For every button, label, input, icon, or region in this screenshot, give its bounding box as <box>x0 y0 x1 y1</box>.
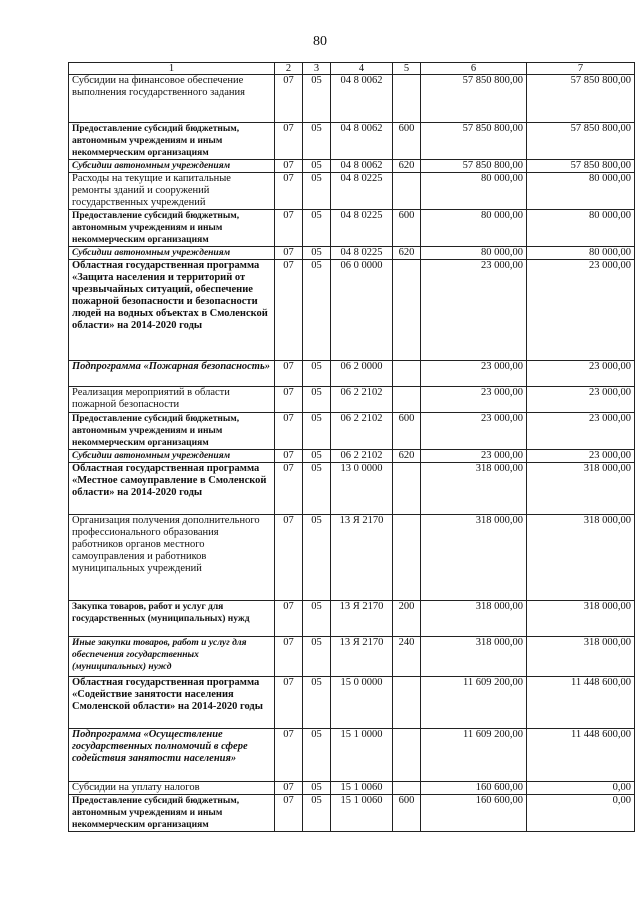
subsection-code-cell: 05 <box>303 361 331 387</box>
amount-year2-cell: 57 850 800,00 <box>527 123 635 160</box>
amount-year1-cell: 318 000,00 <box>421 637 527 677</box>
section-code-cell: 07 <box>275 247 303 260</box>
table-row <box>69 515 635 601</box>
amount-year2-cell: 0,00 <box>527 782 635 795</box>
page-number: 80 <box>313 34 327 49</box>
amount-year1-cell: 318 000,00 <box>421 601 527 637</box>
target-article-cell: 15 1 0000 <box>331 729 393 782</box>
row-name-cell: Реализация мероприятий в области пожарной безопасности <box>69 387 275 413</box>
table-row <box>69 210 635 247</box>
section-code-cell: 07 <box>275 450 303 463</box>
amount-year2-cell: 80 000,00 <box>527 173 635 210</box>
subsection-code-cell: 05 <box>303 123 331 160</box>
table-row <box>69 160 635 173</box>
row-name-cell: Расходы на текущие и капитальные ремонты зданий и сооружений государственных учреждений <box>69 173 275 210</box>
subsection-code-cell: 05 <box>303 450 331 463</box>
table-row <box>69 450 635 463</box>
amount-year2-cell: 318 000,00 <box>527 515 635 601</box>
subsection-code-cell: 05 <box>303 677 331 729</box>
header-cell: 3 <box>303 63 331 75</box>
expense-type-cell: 620 <box>393 450 421 463</box>
target-article-cell: 15 1 0060 <box>331 795 393 832</box>
subsection-code-cell: 05 <box>303 601 331 637</box>
row-name-cell: Организация получения дополнительного профессионального образования работников органов местного самоуправления и работников муниципальных учреждений <box>69 515 275 601</box>
amount-year2-cell: 23 000,00 <box>527 413 635 450</box>
section-code-cell: 07 <box>275 782 303 795</box>
amount-year2-cell: 11 448 600,00 <box>527 677 635 729</box>
header-cell: 7 <box>527 63 635 75</box>
amount-year2-cell: 23 000,00 <box>527 260 635 361</box>
subsection-code-cell: 05 <box>303 515 331 601</box>
target-article-cell: 04 8 0062 <box>331 160 393 173</box>
expense-type-cell <box>393 515 421 601</box>
target-article-cell: 04 8 0225 <box>331 173 393 210</box>
header-row <box>69 63 635 75</box>
expense-type-cell <box>393 75 421 123</box>
amount-year1-cell: 23 000,00 <box>421 413 527 450</box>
amount-year1-cell: 160 600,00 <box>421 782 527 795</box>
amount-year1-cell: 80 000,00 <box>421 247 527 260</box>
expense-type-cell: 600 <box>393 795 421 832</box>
amount-year2-cell: 57 850 800,00 <box>527 160 635 173</box>
row-name-cell: Подпрограмма «Пожарная безопасность» <box>69 361 275 387</box>
expense-type-cell: 240 <box>393 637 421 677</box>
table-row <box>69 413 635 450</box>
section-code-cell: 07 <box>275 260 303 361</box>
table-row <box>69 260 635 361</box>
section-code-cell: 07 <box>275 463 303 515</box>
expense-type-cell: 620 <box>393 247 421 260</box>
amount-year1-cell: 23 000,00 <box>421 450 527 463</box>
amount-year2-cell: 0,00 <box>527 795 635 832</box>
section-code-cell: 07 <box>275 160 303 173</box>
row-name-cell: Закупка товаров, работ и услуг для государственных (муниципальных) нужд <box>69 601 275 637</box>
amount-year2-cell: 318 000,00 <box>527 601 635 637</box>
subsection-code-cell: 05 <box>303 247 331 260</box>
section-code-cell: 07 <box>275 75 303 123</box>
table-row <box>69 729 635 782</box>
row-name-cell: Областная государственная программа «Местное самоуправление в Смоленской области» на 2014-2020 годы <box>69 463 275 515</box>
expense-type-cell <box>393 387 421 413</box>
target-article-cell: 06 2 2102 <box>331 450 393 463</box>
expense-type-cell <box>393 782 421 795</box>
subsection-code-cell: 05 <box>303 782 331 795</box>
expense-type-cell <box>393 463 421 515</box>
subsection-code-cell: 05 <box>303 387 331 413</box>
row-name-cell: Иные закупки товаров, работ и услуг для обеспечения государственных (муниципальных) нужд <box>69 637 275 677</box>
subsection-code-cell: 05 <box>303 173 331 210</box>
subsection-code-cell: 05 <box>303 160 331 173</box>
table-row <box>69 782 635 795</box>
amount-year1-cell: 57 850 800,00 <box>421 160 527 173</box>
expense-type-cell: 600 <box>393 210 421 247</box>
header-cell: 4 <box>331 63 393 75</box>
section-code-cell: 07 <box>275 729 303 782</box>
table-row <box>69 247 635 260</box>
amount-year2-cell: 318 000,00 <box>527 463 635 515</box>
subsection-code-cell: 05 <box>303 210 331 247</box>
row-name-cell: Субсидии автономным учреждениям <box>69 247 275 260</box>
subsection-code-cell: 05 <box>303 729 331 782</box>
target-article-cell: 06 2 2102 <box>331 387 393 413</box>
target-article-cell: 04 8 0062 <box>331 75 393 123</box>
expense-type-cell <box>393 677 421 729</box>
table-row <box>69 795 635 832</box>
expense-type-cell <box>393 729 421 782</box>
subsection-code-cell: 05 <box>303 795 331 832</box>
table-row <box>69 387 635 413</box>
row-name-cell: Субсидии на уплату налогов <box>69 782 275 795</box>
row-name-cell: Подпрограмма «Осуществление государственных полномочий в сфере содействия занятости населения» <box>69 729 275 782</box>
row-name-cell: Субсидии автономным учреждениям <box>69 450 275 463</box>
section-code-cell: 07 <box>275 515 303 601</box>
amount-year1-cell: 11 609 200,00 <box>421 677 527 729</box>
subsection-code-cell: 05 <box>303 260 331 361</box>
row-name-cell: Субсидии на финансовое обеспечение выполнения государственного задания <box>69 75 275 123</box>
row-name-cell: Предоставление субсидий бюджетным, автономным учреждениям и иным некоммерческим организациям <box>69 413 275 450</box>
row-name-cell: Предоставление субсидий бюджетным, автономным учреждениям и иным некоммерческим организациям <box>69 123 275 160</box>
amount-year2-cell: 80 000,00 <box>527 210 635 247</box>
section-code-cell: 07 <box>275 795 303 832</box>
target-article-cell: 15 0 0000 <box>331 677 393 729</box>
section-code-cell: 07 <box>275 677 303 729</box>
row-name-cell: Предоставление субсидий бюджетным, автономным учреждениям и иным некоммерческим организациям <box>69 210 275 247</box>
budget-table <box>68 62 635 832</box>
amount-year1-cell: 318 000,00 <box>421 515 527 601</box>
expense-type-cell: 600 <box>393 413 421 450</box>
amount-year2-cell: 80 000,00 <box>527 247 635 260</box>
amount-year1-cell: 160 600,00 <box>421 795 527 832</box>
target-article-cell: 13 Я 2170 <box>331 601 393 637</box>
subsection-code-cell: 05 <box>303 75 331 123</box>
amount-year2-cell: 318 000,00 <box>527 637 635 677</box>
table-row <box>69 173 635 210</box>
row-name-cell: Областная государственная программа «Защита населения и территорий от чрезвычайных ситуаций, обеспечение пожарной безопасности и безопасности людей на водных объектах в Смоленской области» на 2014-2020 годы <box>69 260 275 361</box>
expense-type-cell <box>393 260 421 361</box>
header-cell: 1 <box>69 63 275 75</box>
section-code-cell: 07 <box>275 413 303 450</box>
table-row <box>69 463 635 515</box>
header-cell: 6 <box>421 63 527 75</box>
amount-year1-cell: 57 850 800,00 <box>421 75 527 123</box>
section-code-cell: 07 <box>275 601 303 637</box>
table-row <box>69 361 635 387</box>
amount-year1-cell: 23 000,00 <box>421 387 527 413</box>
amount-year2-cell: 23 000,00 <box>527 450 635 463</box>
section-code-cell: 07 <box>275 123 303 160</box>
section-code-cell: 07 <box>275 173 303 210</box>
table-row <box>69 123 635 160</box>
row-name-cell: Субсидии автономным учреждениям <box>69 160 275 173</box>
expense-type-cell: 200 <box>393 601 421 637</box>
target-article-cell: 04 8 0062 <box>331 123 393 160</box>
target-article-cell: 15 1 0060 <box>331 782 393 795</box>
amount-year2-cell: 23 000,00 <box>527 361 635 387</box>
amount-year1-cell: 318 000,00 <box>421 463 527 515</box>
target-article-cell: 13 0 0000 <box>331 463 393 515</box>
header-cell: 2 <box>275 63 303 75</box>
target-article-cell: 04 8 0225 <box>331 247 393 260</box>
amount-year2-cell: 11 448 600,00 <box>527 729 635 782</box>
expense-type-cell: 600 <box>393 123 421 160</box>
section-code-cell: 07 <box>275 637 303 677</box>
amount-year1-cell: 80 000,00 <box>421 210 527 247</box>
target-article-cell: 13 Я 2170 <box>331 515 393 601</box>
amount-year1-cell: 11 609 200,00 <box>421 729 527 782</box>
expense-type-cell <box>393 361 421 387</box>
table-row <box>69 75 635 123</box>
amount-year2-cell: 23 000,00 <box>527 387 635 413</box>
subsection-code-cell: 05 <box>303 637 331 677</box>
section-code-cell: 07 <box>275 387 303 413</box>
target-article-cell: 06 2 2102 <box>331 413 393 450</box>
subsection-code-cell: 05 <box>303 413 331 450</box>
amount-year1-cell: 57 850 800,00 <box>421 123 527 160</box>
subsection-code-cell: 05 <box>303 463 331 515</box>
header-cell: 5 <box>393 63 421 75</box>
table-row <box>69 677 635 729</box>
amount-year2-cell: 57 850 800,00 <box>527 75 635 123</box>
table-row <box>69 637 635 677</box>
expense-type-cell: 620 <box>393 160 421 173</box>
target-article-cell: 13 Я 2170 <box>331 637 393 677</box>
target-article-cell: 04 8 0225 <box>331 210 393 247</box>
row-name-cell: Предоставление субсидий бюджетным, автономным учреждениям и иным некоммерческим организациям <box>69 795 275 832</box>
row-name-cell: Областная государственная программа «Содействие занятости населения Смоленской области» на 2014-2020 годы <box>69 677 275 729</box>
amount-year1-cell: 23 000,00 <box>421 260 527 361</box>
table-row <box>69 601 635 637</box>
amount-year1-cell: 23 000,00 <box>421 361 527 387</box>
amount-year1-cell: 80 000,00 <box>421 173 527 210</box>
expense-type-cell <box>393 173 421 210</box>
target-article-cell: 06 0 0000 <box>331 260 393 361</box>
section-code-cell: 07 <box>275 210 303 247</box>
section-code-cell: 07 <box>275 361 303 387</box>
target-article-cell: 06 2 0000 <box>331 361 393 387</box>
